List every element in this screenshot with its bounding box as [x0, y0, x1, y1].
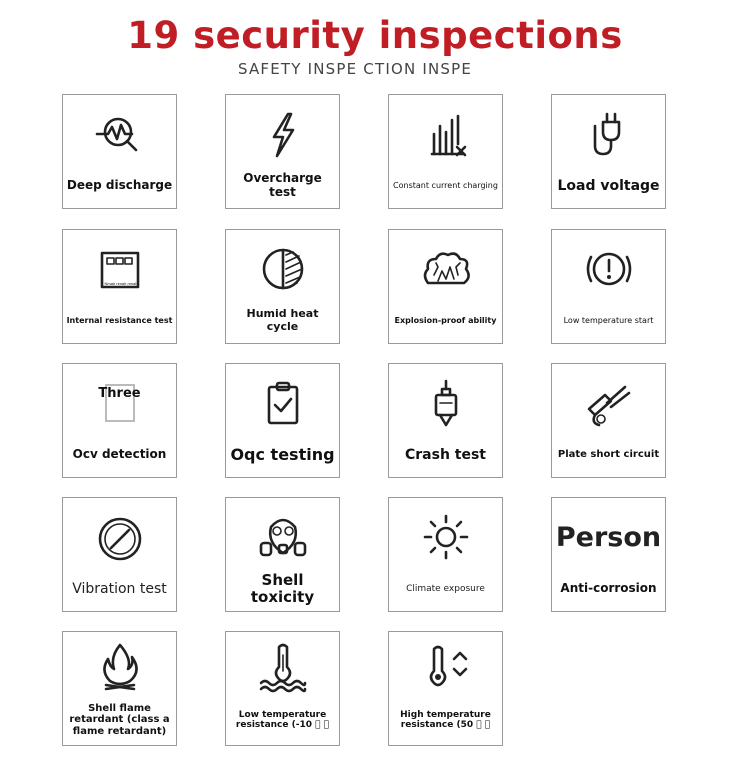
card-low-temperature-start: [551, 229, 666, 344]
card-label: Overcharge test: [243, 171, 322, 199]
card-label: Shell toxicity: [250, 570, 315, 606]
card-climate-exposure: [388, 497, 503, 612]
card-anti-corrosion: [551, 497, 666, 612]
page-title: 19 security inspections: [127, 14, 623, 57]
alligator-clip-icon: [574, 376, 644, 432]
card-label: Anti-corrosion: [560, 581, 657, 596]
card-low-temperature-resistance: [225, 631, 340, 746]
card-ocv-detection: [62, 363, 177, 478]
bar-chart-x-icon: [411, 107, 481, 163]
sun-icon: [411, 510, 481, 566]
card-label: Humid heat cycle: [246, 307, 319, 333]
card-label: Low temperature resistance (-10 ￿ ￿: [235, 709, 330, 730]
card-label: Crash test: [404, 446, 486, 463]
battery-meter-text: Nmah nmah nmah: [104, 281, 138, 286]
explosion-icon: [411, 242, 481, 298]
card-deep-discharge: [62, 94, 177, 209]
thermometer-waves-icon: [248, 638, 318, 694]
warning-circle-icon: [574, 242, 644, 298]
battery-meter-icon: [85, 242, 155, 298]
flame-icon: [85, 638, 155, 694]
card-label: Ocv detection: [72, 447, 167, 462]
card-humid-heat-cycle: [225, 229, 340, 344]
slashed-circle-icon: [85, 510, 155, 566]
card-high-temperature-resistance: [388, 631, 503, 746]
card-label: Climate exposure: [406, 583, 485, 594]
card-label: Deep discharge: [66, 178, 173, 193]
card-label: Explosion-proof ability: [394, 316, 497, 326]
card-explosion-proof-ability: [388, 229, 503, 344]
half-hatched-circle-icon: [248, 242, 318, 298]
clipboard-check-icon: [248, 376, 318, 432]
gas-mask-icon: [248, 510, 318, 566]
magnifier-pulse-icon: [85, 107, 155, 163]
card-vibration-test: [62, 497, 177, 612]
icon-text: Three: [98, 386, 141, 401]
card-label: Vibration test: [72, 580, 167, 597]
card-label: Constant current charging: [393, 181, 498, 191]
card-label: Low temperature start: [563, 316, 654, 326]
plug-icon: [574, 107, 644, 163]
card-shell-flame-retardant: [62, 631, 177, 746]
card-crash-test: [388, 363, 503, 478]
card-shell-toxicity: [225, 497, 340, 612]
card-oqc-testing: [225, 363, 340, 478]
card-internal-resistance-test: [62, 229, 177, 344]
card-label: Load voltage: [557, 177, 660, 194]
card-plate-short-circuit: [551, 363, 666, 478]
page-subtitle: SAFETY INSPE CTION INSPE: [237, 60, 473, 78]
lightning-icon: [248, 107, 318, 163]
card-label: Shell flame retardant (class a flame retardant): [69, 702, 170, 737]
card-label: Oqc testing: [230, 444, 335, 464]
icon-text: Person: [555, 522, 662, 553]
card-label: Plate short circuit: [557, 449, 660, 461]
card-constant-current-charging: [388, 94, 503, 209]
card-load-voltage: [551, 94, 666, 209]
thermometer-arrows-icon: [411, 640, 481, 696]
document-icon: [85, 376, 155, 432]
crash-hammer-icon: [411, 376, 481, 432]
card-label: High temperature resistance (50 ￿ ￿: [400, 709, 491, 730]
card-label: Internal resistance test: [66, 316, 173, 326]
card-overcharge-test: [225, 94, 340, 209]
